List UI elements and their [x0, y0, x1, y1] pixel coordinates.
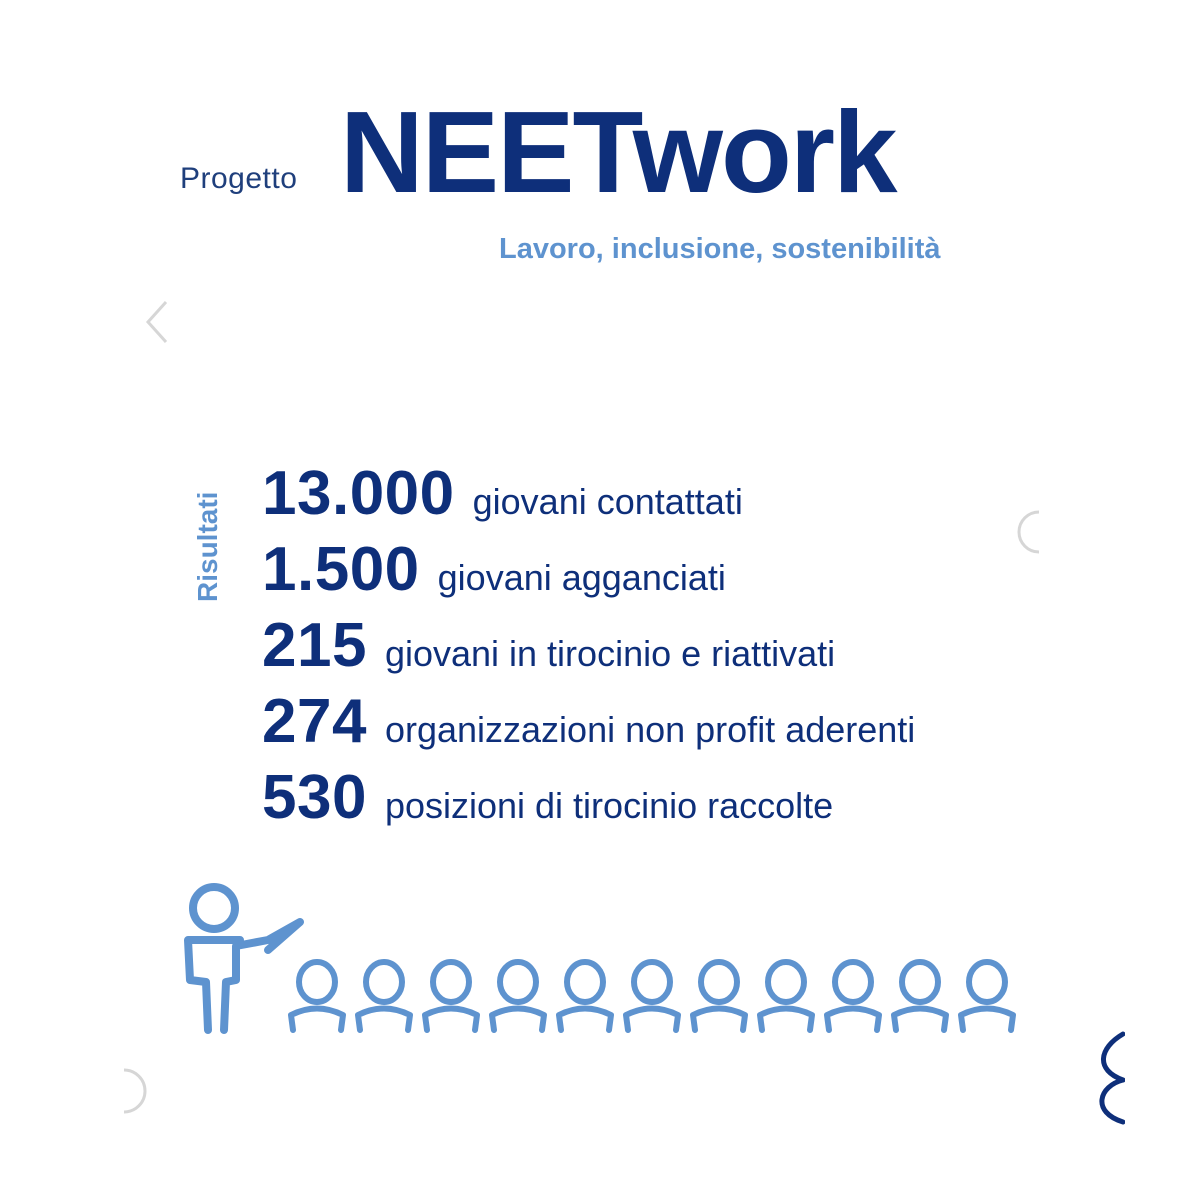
chevron-left-icon [140, 298, 170, 346]
logo-fragment-icon [1085, 1030, 1125, 1126]
audience-illustration [180, 880, 1040, 1050]
arc-decoration-icon [1015, 508, 1045, 556]
audience-person-icon [425, 962, 477, 1030]
audience-person-icon [559, 962, 611, 1030]
result-value: 215 [262, 611, 367, 680]
audience-person-icon [626, 962, 678, 1030]
result-item [262, 458, 915, 534]
audience-row [291, 962, 1013, 1030]
audience-person-icon [492, 962, 544, 1030]
project-subtitle: Lavoro, inclusione, sostenibilità [499, 233, 941, 265]
arc-decoration-icon [118, 1066, 148, 1116]
project-prefix: Progetto [180, 162, 298, 195]
audience-person-icon [693, 962, 745, 1030]
results-list [262, 458, 915, 838]
result-value: 530 [262, 763, 367, 832]
audience-person-icon [291, 962, 343, 1030]
result-label: organizzazioni non profit aderenti [384, 709, 916, 750]
audience-person-icon [760, 962, 812, 1030]
result-value: 13.000 [262, 459, 455, 528]
results-side-label: Risultati [192, 491, 223, 602]
audience-person-icon [894, 962, 946, 1030]
result-item [262, 762, 915, 838]
project-title: NEETwork [340, 87, 896, 217]
result-value: 1.500 [262, 535, 420, 604]
result-label: giovani in tirocinio e riattivati [384, 633, 836, 674]
audience-person-icon [961, 962, 1013, 1030]
audience-person-icon [358, 962, 410, 1030]
audience-person-icon [827, 962, 879, 1030]
result-label: posizioni di tirocinio raccolte [384, 785, 834, 826]
result-label: giovani contattati [472, 481, 743, 522]
result-item [262, 534, 915, 610]
result-item [262, 686, 915, 762]
result-item [262, 610, 915, 686]
presenter-icon [188, 887, 300, 1030]
result-label: giovani agganciati [437, 557, 726, 598]
result-value: 274 [262, 687, 367, 756]
